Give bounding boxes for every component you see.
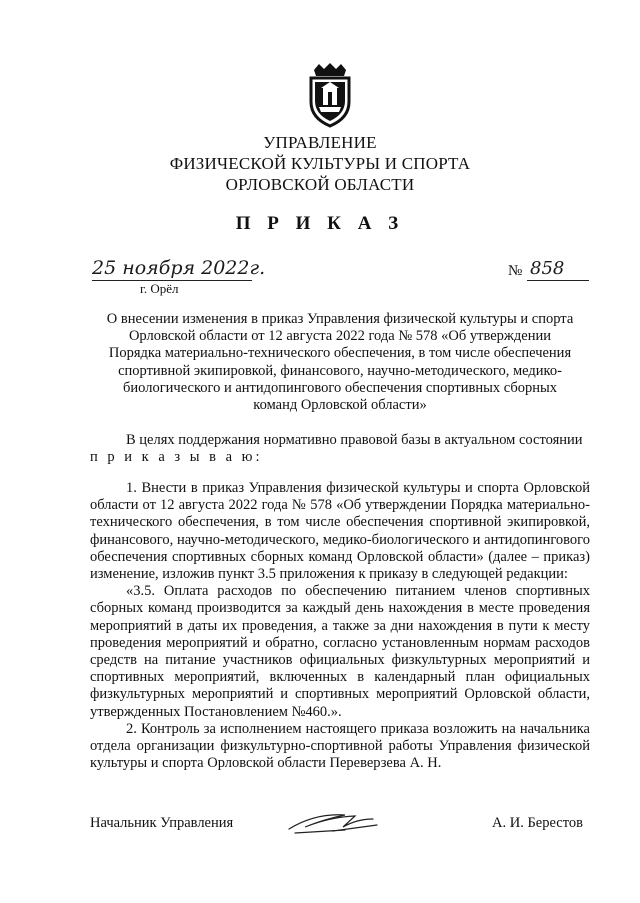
subject-line: Порядка материально-технического обеспечения, в том числе обеспечения bbox=[108, 345, 572, 362]
org-name-line3: ОРЛОВСКОЙ ОБЛАСТИ bbox=[225, 175, 415, 194]
item-1-text: 1. Внести в приказ Управления физической культуры и спорта Орловской области от 12 августа 2022 года № 578 «Об утверждении Порядка материально-технического обеспечения, в том числе обеспечения спортивной экипировкой, финансового, научно-методического, медико-биологического и антидопингового обеспечения спортивных сборных команд Орловской области» (далее – приказ) изменение, изложив пункт 3.5 приложения к приказу в следующей редакции: bbox=[90, 480, 590, 583]
order-word: п р и к а з ы в а ю: bbox=[90, 449, 263, 466]
order-number-handwritten: 858 bbox=[530, 258, 565, 279]
number-underline bbox=[527, 280, 589, 281]
subject-line: спортивной экипировкой, финансового, научно-методического, медико- bbox=[118, 362, 562, 379]
order-subject bbox=[80, 311, 600, 414]
order-date-handwritten: 25 ноября 2022г. bbox=[92, 257, 266, 279]
preamble-text: В целях поддержания нормативно правовой базы в актуальном состоянии bbox=[126, 432, 583, 448]
orel-region-coat-of-arms-icon bbox=[306, 62, 354, 128]
subject-line: команд Орловской области» bbox=[253, 397, 427, 414]
order-items bbox=[90, 480, 590, 772]
handwritten-signature-icon bbox=[285, 805, 385, 839]
signatory-name: А. И. Берестов bbox=[492, 815, 583, 831]
city-label: г. Орёл bbox=[140, 281, 179, 296]
signatory-position: Начальник Управления bbox=[90, 815, 234, 831]
order-number-prefix: № bbox=[508, 263, 523, 279]
org-name-line2: ФИЗИЧЕСКОЙ КУЛЬТУРЫ И СПОРТА bbox=[169, 154, 471, 173]
item-1-quote: «3.5. Оплата расходов по обеспечению питанием членов спортивных сборных команд производится за каждый день нахождения в месте проведения мероприятий в даты их проведения, а также за дни нахождения в пути к месту проведения мероприятий и обратно, согласно установленным нормам расходов средств на питание участников официальных физкультурных мероприятий и спортивных мероприятий, включенных в календарный план официальных физкультурных мероприятий и спортивных мероприятий Орловской области, утвержденных Постановлением №460.». bbox=[90, 583, 590, 720]
item-2-text: 2. Контроль за исполнением настоящего приказа возложить на начальника отдела организации физкультурно-спортивной работы Управления физической культуры и спорта Орловской области Переверзева А. Н. bbox=[90, 720, 590, 772]
subject-line: О внесении изменения в приказ Управления физической культуры и спорта bbox=[106, 311, 574, 327]
subject-line: биологического и антидопингового обеспечения спортивных сборных bbox=[123, 379, 557, 396]
org-name-line1: УПРАВЛЕНИЕ bbox=[263, 133, 377, 152]
document-type-title: П Р И К А З bbox=[235, 213, 405, 234]
subject-line: Орловской области от 12 августа 2022 года № 578 «Об утверждении bbox=[128, 328, 552, 345]
preamble-block bbox=[90, 432, 590, 466]
